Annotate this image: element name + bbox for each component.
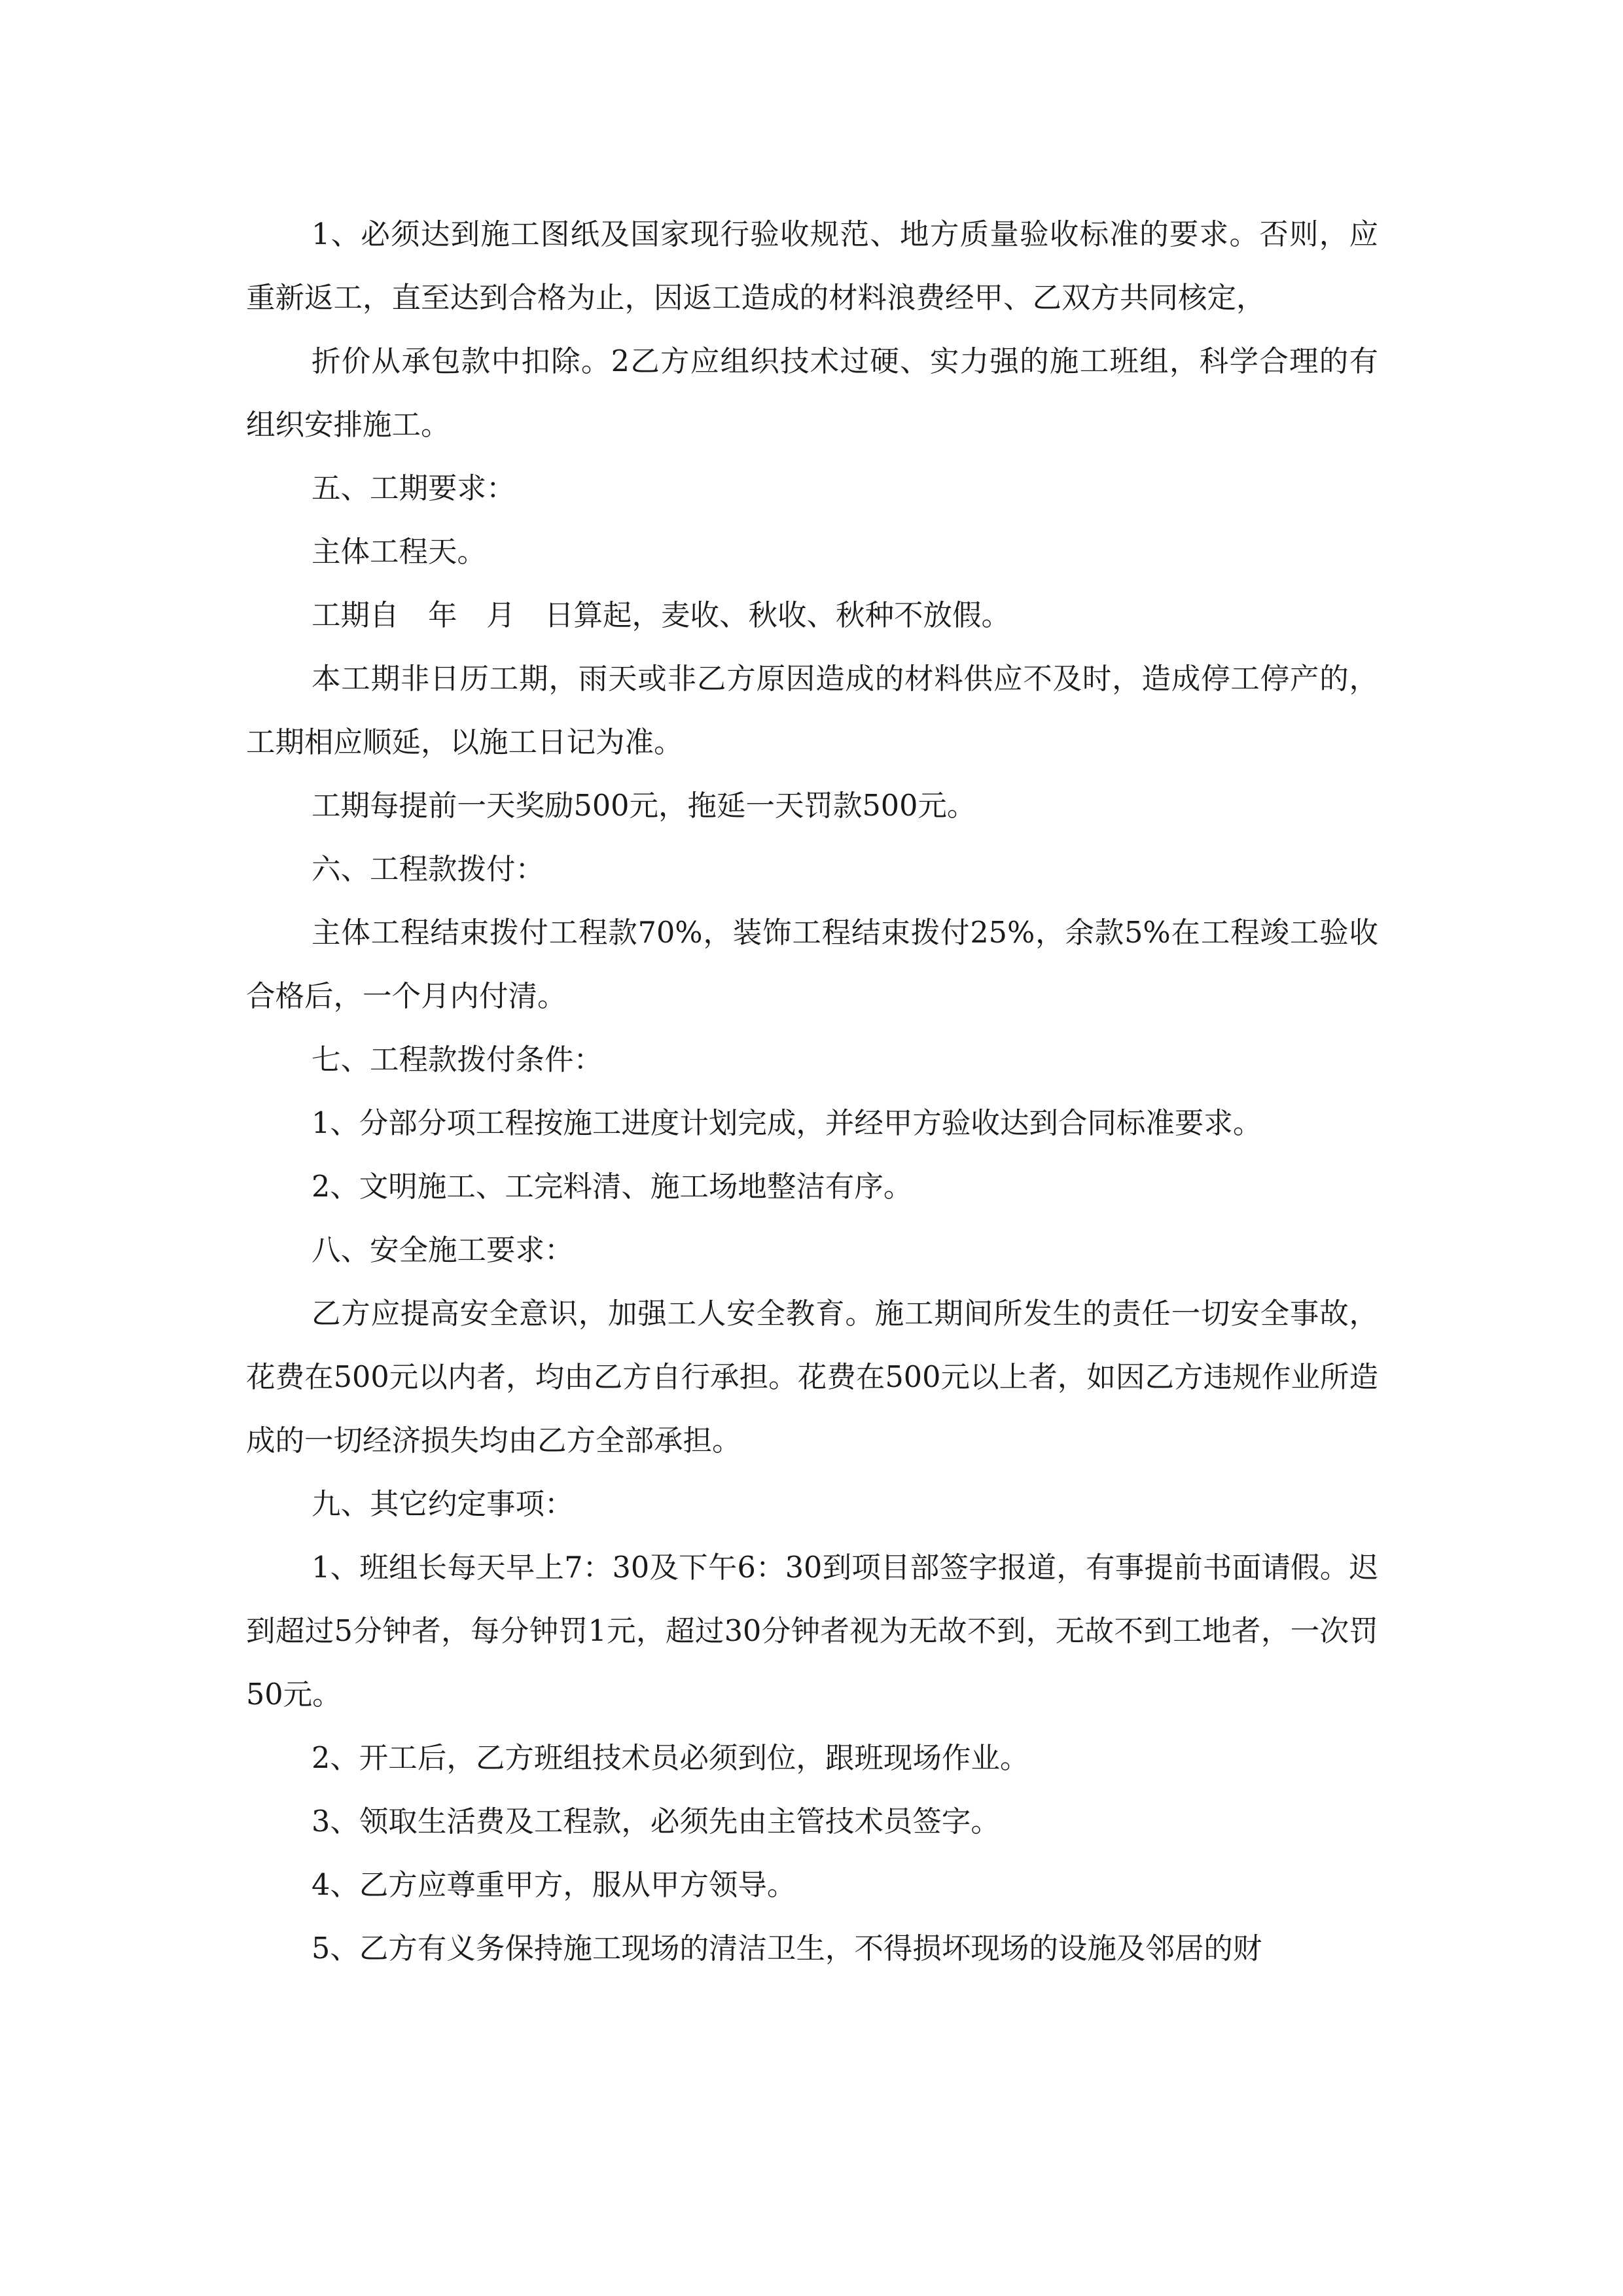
paragraph-reward-penalty: 工期每提前一天奖励500元，拖延一天罚款500元。 [312,789,976,823]
paragraph-quality-requirement: 1、必须达到施工图纸及国家现行验收规范、地方质量验收标准的要求。否则，应重新返工，直至达到合格为止，因返工造成的材料浪费经甲、乙双方共同核定， [246,218,1378,315]
paragraph-matter-2: 2、开工后，乙方班组技术员必须到位，跟班现场作业。 [312,1742,1029,1775]
paragraph-condition-2: 2、文明施工、工完料清、施工场地整洁有序。 [312,1170,913,1204]
paragraph-main-works-days: 主体工程天。 [312,535,487,569]
paragraph-deduction-and-team: 折价从承包款中扣除。2乙方应组织技术过硬、实力强的施工班组，科学合理的有组织安排施工。 [246,345,1378,442]
heading-safety: 八、安全施工要求： [312,1234,574,1267]
paragraph-matter-4: 4、乙方应尊重甲方，服从甲方领导。 [312,1869,796,1902]
heading-payment: 六、工程款拨付： [312,853,545,886]
paragraph-matter-1: 1、班组长每天早上7：30及下午6：30到项目部签字报道，有事提前书面请假。迟到超过5分钟者，每分钟罚1元，超过30分钟者视为无故不到，无故不到工地者，一次罚50元。 [246,1551,1378,1712]
paragraph-schedule-start: 工期自 年 月 日算起，麦收、秋收、秋种不放假。 [312,599,1011,632]
document-body [246,203,1378,1981]
paragraph-schedule-extension: 本工期非日历工期，雨天或非乙方原因造成的材料供应不及时，造成停工停产的，工期相应顺延，以施工日记为准。 [246,662,1378,759]
heading-schedule-requirements: 五、工期要求： [312,472,516,505]
paragraph-payment-terms: 主体工程结束拨付工程款70%，装饰工程结束拨付25%，余款5%在工程竣工验收合格后，一个月内付清。 [246,916,1378,1013]
paragraph-matter-5: 5、乙方有义务保持施工现场的清洁卫生，不得损坏现场的设施及邻居的财 [312,1932,1262,1965]
heading-other-matters: 九、其它约定事项： [312,1488,574,1521]
paragraph-condition-1: 1、分部分项工程按施工进度计划完成，并经甲方验收达到合同标准要求。 [312,1107,1262,1140]
paragraph-matter-3: 3、领取生活费及工程款，必须先由主管技术员签字。 [312,1805,1000,1839]
paragraph-safety-terms: 乙方应提高安全意识，加强工人安全教育。施工期间所发生的责任一切安全事故，花费在500元以内者，均由乙方自行承担。花费在500元以上者，如因乙方违规作业所造成的一切经济损失均由乙方全部承担。 [246,1297,1378,1458]
heading-payment-conditions: 七、工程款拨付条件： [312,1043,603,1077]
